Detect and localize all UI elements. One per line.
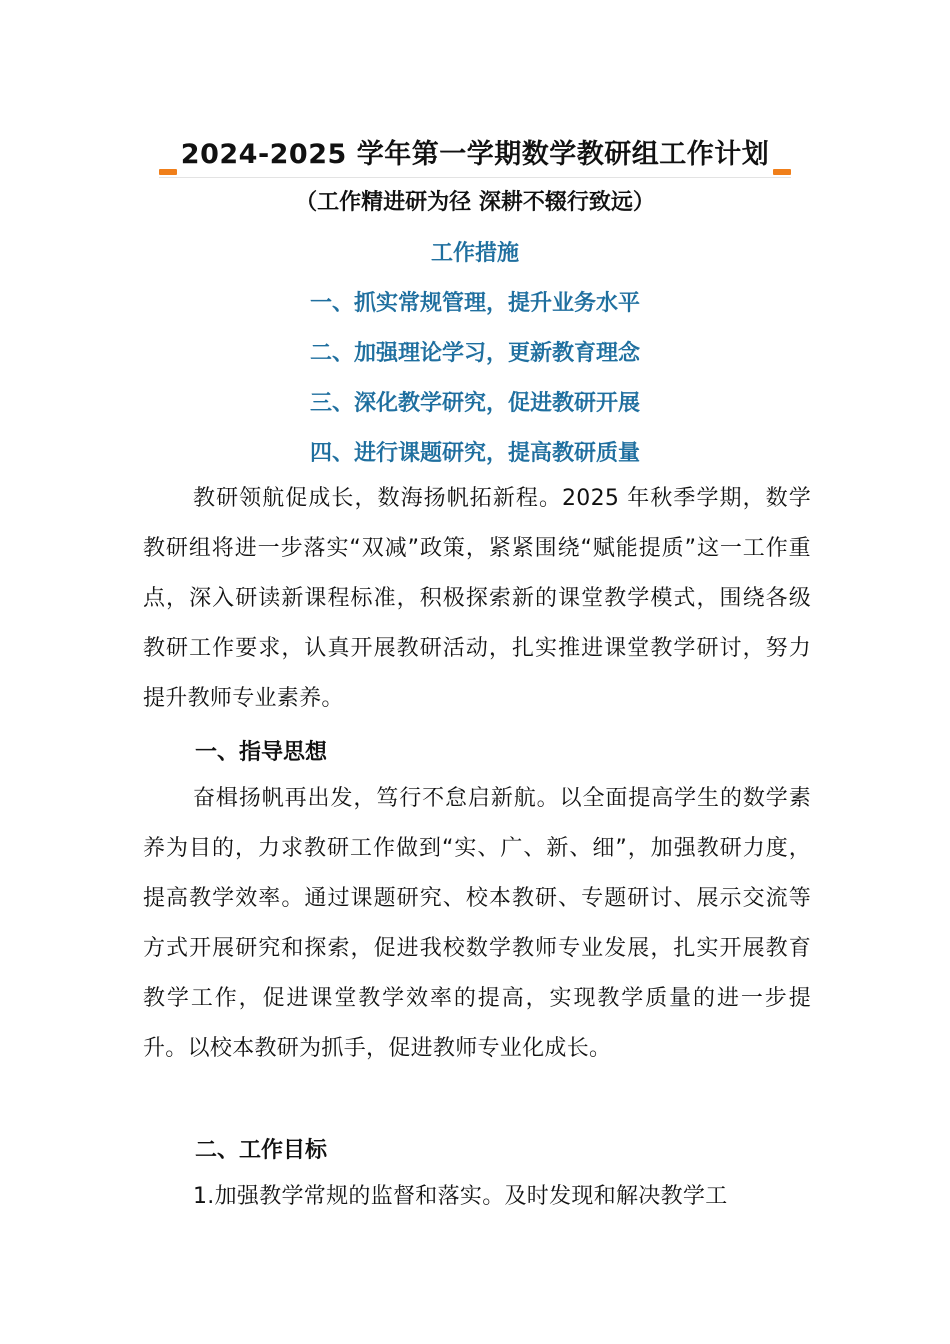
section2-paragraph-block [143,1172,811,1222]
measures-heading: 工作措施 [430,241,519,266]
title-block [0,128,950,178]
measure-item-3: 三、深化教学研究，促进教研开展 [309,391,640,416]
section2-paragraph: 1.加强教学常规的监督和落实。及时发现和解决教学工 [193,1184,728,1209]
title-accent-left [159,169,177,175]
intro-paragraph: 教研领航促成长，数海扬帆拓新程。2025 年秋季学期，数学教研组将进一步落实“双减”政策，紧紧围绕“赋能提质”这一工作重点，深入研读新课程标准，积极探索新的课堂教学模式，围绕各级教研工作要求，认真开展教研活动，扎实推进课堂教学研讨，努力提升教师专业素养。 [143,486,811,711]
measure-item-1: 一、抓实常规管理，提升业务水平 [309,291,640,316]
section1-paragraph-block [143,774,811,1074]
intro-paragraph-block [143,474,811,724]
section1-paragraph: 奋楫扬帆再出发，笃行不怠启新航。以全面提高学生的数学素养为目的，力求教研工作做到“实、广、新、细”，加强教研力度，提高教学效率。通过课题研究、校本教研、专题研讨、展示交流等方式开展研究和探索，促进我校数学教师专业发展，扎实开展教育教学工作，促进课堂教学效率的提高，实现教学质量的进一步提升。以校本教研为抓手，促进教师专业化成长。 [143,786,811,1061]
document-title-text: 2024-2025 学年第一学期数学教研组工作计划 [180,139,770,170]
measure-item-2: 二、加强理论学习，更新教育理念 [309,341,640,366]
measure-item-4: 四、进行课题研究，提高教研质量 [309,441,640,466]
document-subtitle: （工作精进研为径 深耕不辍行致远） [295,190,655,215]
section-heading-guiding-thought: 一、指导思想 [195,740,328,765]
title-accent-right [773,169,791,175]
document-title [159,128,791,178]
section-heading-work-goals: 二、工作目标 [195,1138,328,1163]
